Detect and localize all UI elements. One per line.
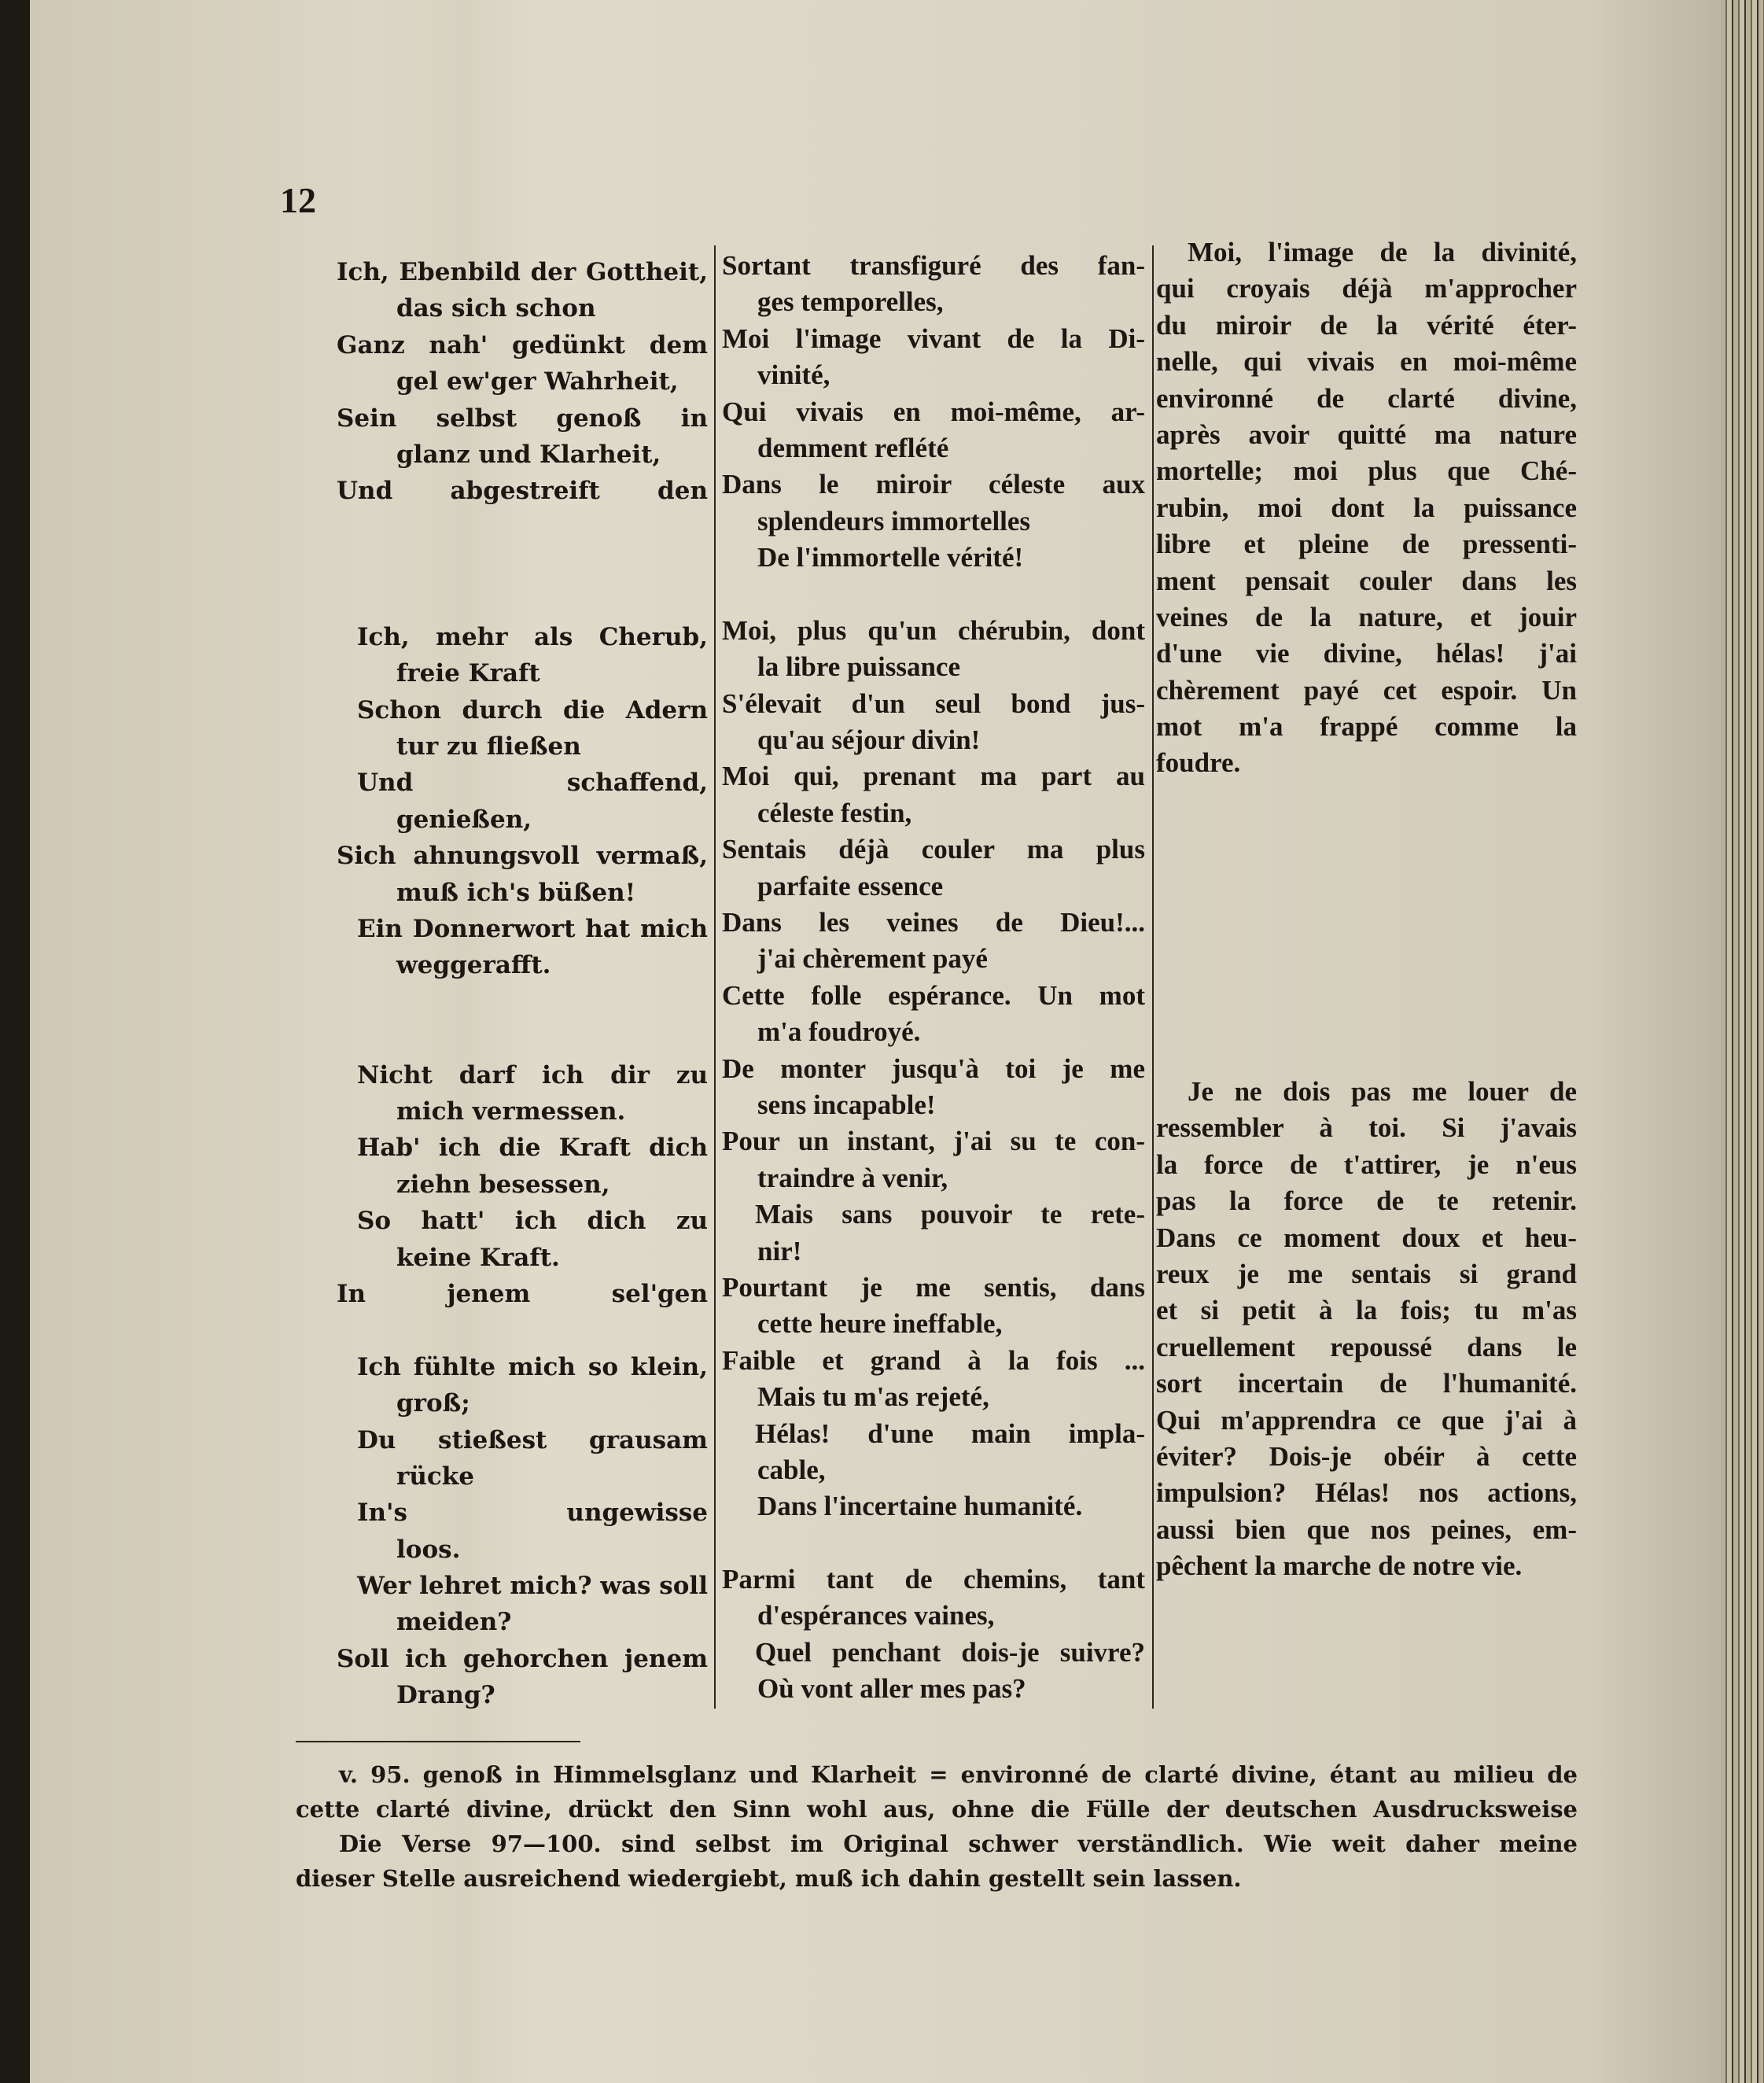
french-verse-line [722, 831, 1145, 868]
prose-line [1156, 563, 1577, 599]
line-text: Sich ahnungsvoll vermaß, [337, 842, 708, 871]
line-text: mortelle; moi plus que Ché- [1156, 455, 1577, 487]
line-text: d'espérances vaines, [757, 1600, 995, 1631]
line-text: du miroir de la vérité éter- [1156, 309, 1577, 341]
line-text: De monter jusqu'à toi je me [722, 1053, 1145, 1084]
blank-line [337, 546, 708, 582]
prose-line [1156, 1329, 1577, 1366]
footnote-rule [296, 1741, 580, 1742]
line-text: Dans ce moment doux et heu- [1156, 1222, 1577, 1253]
line-text: muß ich's büßen! [396, 878, 636, 907]
french-verse-line [722, 321, 1145, 357]
prose-line [1156, 1475, 1577, 1511]
german-verse-line [337, 1532, 708, 1568]
line-text: In jenem sel'gen [337, 1279, 708, 1308]
line-text: Cette folle espérance. Un mot [722, 979, 1145, 1011]
prose-line [1156, 526, 1577, 562]
prose-line [1156, 1512, 1577, 1548]
line-text: De l'immortelle vérité! [757, 542, 1024, 573]
line-text: dieser Stelle ausreichend wiedergiebt, muß ich dahin gestellt sein lassen. [296, 1865, 1242, 1892]
german-verse-line [337, 1568, 708, 1604]
prose-line [1156, 1183, 1577, 1219]
german-verse-line [337, 619, 708, 655]
line-text: d'une vie divine, hélas! j'ai [1156, 638, 1577, 669]
french-verse-line [722, 284, 1145, 320]
prose-line [1156, 636, 1577, 672]
prose-line [1156, 1110, 1577, 1146]
german-verse-line [337, 254, 708, 290]
blank-line [1156, 927, 1577, 964]
line-text: Sein selbst genoß in [337, 404, 708, 433]
line-text: Schon durch die Adern [357, 695, 708, 724]
line-text: glanz und Klarheit, [396, 440, 661, 469]
french-verse-line [722, 357, 1145, 393]
prose-line [1156, 1220, 1577, 1256]
line-text: So hatt' ich dich zu [357, 1207, 708, 1236]
french-verse-line [722, 722, 1145, 758]
french-verse-line [722, 430, 1145, 466]
prose-line [1156, 1074, 1577, 1110]
line-text: Où vont aller mes pas? [757, 1673, 1026, 1705]
line-text: gel ew'ger Wahrheit, [396, 367, 679, 396]
prose-line [1156, 344, 1577, 380]
german-verse-column [337, 254, 708, 1714]
line-text: Die Verse 97—100. sind selbst im Original schwer verständlich. Wie weit daher meine [339, 1830, 1578, 1857]
line-text: ziehn besessen, [396, 1170, 610, 1199]
line-text: ressembler à toi. Si j'avais [1156, 1112, 1577, 1144]
german-verse-line [337, 875, 708, 911]
french-verse-line [722, 1635, 1145, 1671]
blank-line [722, 1525, 1145, 1561]
french-verse-line [722, 1270, 1145, 1306]
french-verse-line [722, 1379, 1145, 1415]
line-text: keine Kraft. [396, 1243, 560, 1272]
line-text: foudre. [1156, 747, 1241, 779]
line-text: la force de t'attirer, je n'eus [1156, 1148, 1577, 1180]
column-divider [714, 245, 716, 1709]
french-verse-line [722, 795, 1145, 831]
line-text: j'ai chèrement payé [757, 943, 988, 975]
blank-line [1156, 818, 1577, 854]
line-text: Und schaffend, [357, 769, 708, 798]
prose-line [1156, 381, 1577, 417]
line-text: et si petit à la fois; tu m'as [1156, 1295, 1577, 1326]
prose-line [1156, 1256, 1577, 1292]
line-text: éviter? Dois-je obéir à cette [1156, 1440, 1577, 1472]
line-text: Parmi tant de chemins, tant [722, 1564, 1145, 1595]
line-text: mot m'a frappé comme la [1156, 711, 1577, 743]
french-verse-line [722, 1014, 1145, 1050]
german-verse-line [337, 1240, 708, 1276]
blank-line [337, 1312, 708, 1348]
page-number: 12 [280, 180, 316, 220]
french-verse-line [722, 1561, 1145, 1598]
blank-line [1156, 964, 1577, 1001]
line-text: ment pensait couler dans les [1156, 565, 1577, 596]
line-text: mich vermessen. [396, 1097, 626, 1126]
line-text: parfaite essence [757, 870, 944, 901]
prose-line [1156, 234, 1577, 271]
line-text: Ich, mehr als Cherub, [357, 622, 708, 651]
blank-line [337, 510, 708, 546]
prose-line [1156, 1403, 1577, 1439]
prose-line [1156, 1439, 1577, 1475]
german-verse-line [337, 437, 708, 473]
line-text: Ich, Ebenbild der Gottheit, [337, 258, 708, 286]
line-text: rubin, moi dont la puissance [1156, 492, 1577, 523]
prose-line [1156, 453, 1577, 489]
line-text: ges temporelles, [757, 286, 944, 318]
line-text: Moi l'image vivant de la Di- [722, 323, 1145, 354]
french-verse-line [722, 1196, 1145, 1233]
book-page [30, 0, 1721, 2083]
line-text: Moi, l'image de la divinité, [1188, 237, 1577, 267]
line-text: nelle, qui vivais en moi-même [1156, 346, 1577, 378]
line-text: Ganz nah' gedünkt dem [337, 330, 708, 359]
line-text: Moi qui, prenant ma part au [722, 761, 1145, 792]
footnote-line [296, 1861, 1578, 1896]
german-verse-line [337, 1093, 708, 1130]
prose-line [1156, 709, 1577, 745]
line-text: Dans l'incertaine humanité. [757, 1491, 1083, 1522]
line-text: Drang? [396, 1681, 495, 1710]
german-verse-line [337, 327, 708, 363]
footnote-line [296, 1827, 1578, 1861]
line-text: pêchent la marche de notre vie. [1156, 1550, 1523, 1582]
prose-line [1156, 308, 1577, 344]
prose-line [1156, 490, 1577, 526]
line-text: das sich schon [396, 294, 596, 323]
line-text: la libre puissance [757, 651, 961, 683]
german-verse-line [337, 1057, 708, 1093]
prose-line [1156, 1147, 1577, 1183]
prose-line [1156, 1366, 1577, 1402]
line-text: impulsion? Hélas! nos actions, [1156, 1477, 1577, 1509]
german-verse-line [337, 1495, 708, 1531]
french-verse-line [722, 978, 1145, 1014]
line-text: Hélas! d'une main impla- [755, 1418, 1145, 1449]
german-verse-line [337, 838, 708, 874]
french-verse-line [722, 503, 1145, 540]
line-text: qu'au séjour divin! [757, 724, 981, 756]
german-verse-line [337, 1422, 708, 1458]
german-verse-line [337, 1203, 708, 1239]
german-verse-line [337, 1677, 708, 1713]
line-text: loos. [396, 1535, 461, 1564]
german-verse-line [337, 363, 708, 400]
line-text: Qui vivais en moi-même, ar- [722, 396, 1145, 427]
french-verse-line [722, 1488, 1145, 1524]
french-verse-line [722, 1452, 1145, 1488]
line-text: meiden? [396, 1608, 512, 1637]
line-text: traindre à venir, [757, 1162, 948, 1193]
german-verse-line [337, 692, 708, 728]
french-verse-line [722, 649, 1145, 685]
line-text: v. 95. genoß in Himmelsglanz und Klarheit = environné de clarté divine, étant au milieu de [339, 1761, 1578, 1788]
french-verse-line [722, 1598, 1145, 1634]
line-text: Ein Donnerwort hat mich [357, 915, 708, 944]
german-verse-line [337, 1349, 708, 1385]
line-text: Und abgestreift den [337, 477, 708, 506]
footnote-line [296, 1757, 1578, 1792]
line-text: nir! [757, 1235, 802, 1266]
french-prose-column [1156, 234, 1577, 1584]
french-verse-line [722, 540, 1145, 576]
line-text: cette heure ineffable, [757, 1308, 1003, 1340]
line-text: sort incertain de l'humanité. [1156, 1368, 1577, 1399]
footnote-line [296, 1792, 1578, 1827]
prose-line [1156, 1292, 1577, 1329]
line-text: reux je me sentais si grand [1156, 1258, 1577, 1289]
german-verse-line [337, 473, 708, 509]
line-text: genießen, [396, 805, 532, 834]
line-text: environné de clarté divine, [1156, 382, 1577, 414]
line-text: Quel penchant dois-je suivre? [755, 1636, 1145, 1668]
line-text: libre et pleine de pressenti- [1156, 529, 1577, 560]
blank-line [1156, 891, 1577, 927]
line-text: Dans le miroir céleste aux [722, 469, 1145, 500]
line-text: demment reflété [757, 432, 949, 463]
french-verse-line [722, 1671, 1145, 1707]
line-text: cable, [757, 1454, 826, 1485]
german-verse-line [337, 1276, 708, 1312]
french-verse-line [722, 394, 1145, 430]
french-verse-line [722, 1416, 1145, 1452]
blank-line [1156, 1038, 1577, 1074]
prose-line [1156, 1548, 1577, 1584]
german-verse-line [337, 1385, 708, 1421]
blank-line [1156, 1001, 1577, 1037]
line-text: Mais sans pouvoir te rete- [755, 1199, 1145, 1230]
blank-line [722, 577, 1145, 613]
line-text: chèrement payé cet espoir. Un [1156, 674, 1577, 706]
french-verse-line [722, 686, 1145, 722]
line-text: Dans les veines de Dieu!... [722, 907, 1145, 938]
french-verse-line [722, 613, 1145, 649]
prose-line [1156, 271, 1577, 307]
blank-line [337, 984, 708, 1020]
line-text: Sentais déjà couler ma plus [722, 834, 1145, 865]
line-text: après avoir quitté ma nature [1156, 418, 1577, 450]
line-text: cette clarté divine, drückt den Sinn wohl aus, ohne die Fülle der deutschen Ausdrucksweise [296, 1796, 1578, 1823]
line-text: splendeurs immortelles [757, 505, 1031, 536]
french-verse-line [722, 1343, 1145, 1379]
line-text: Je ne dois pas me louer de [1188, 1075, 1577, 1107]
german-verse-line [337, 1604, 708, 1640]
column-divider [1152, 245, 1154, 1709]
line-text: veines de la nature, et jouir [1156, 601, 1577, 632]
french-verse-line [722, 905, 1145, 941]
line-text: m'a foudroyé. [757, 1016, 921, 1048]
line-text: freie Kraft [396, 659, 540, 688]
line-text: Ich fühlte mich so klein, [357, 1352, 708, 1381]
line-text: In's ungewisse [357, 1499, 708, 1528]
line-text: cruellement repoussé dans le [1156, 1331, 1577, 1362]
french-verse-line [722, 1123, 1145, 1159]
german-verse-line [337, 947, 708, 983]
blank-line [1156, 855, 1577, 891]
line-text: aussi bien que nos peines, em- [1156, 1513, 1577, 1545]
line-text: céleste festin, [757, 797, 912, 828]
line-text: weggerafft. [396, 951, 551, 980]
blank-line [337, 1020, 708, 1056]
french-verse-column [722, 248, 1145, 1708]
line-text: Sortant transfiguré des fan- [722, 250, 1145, 281]
blank-line [1156, 782, 1577, 818]
line-text: Faible et grand à la fois ... [722, 1344, 1145, 1376]
line-text: Hab' ich die Kraft dich [357, 1134, 708, 1163]
french-verse-line [722, 758, 1145, 794]
line-text: qui croyais déjà m'approcher [1156, 273, 1577, 304]
line-text: Qui m'apprendra ce que j'ai à [1156, 1404, 1577, 1436]
line-text: Pourtant je me sentis, dans [722, 1271, 1145, 1303]
german-verse-line [337, 765, 708, 801]
german-verse-line [337, 1167, 708, 1203]
german-verse-line [337, 911, 708, 947]
german-verse-line [337, 728, 708, 765]
line-text: Nicht darf ich dir zu [357, 1060, 708, 1089]
prose-line [1156, 599, 1577, 636]
line-text: rücke [396, 1462, 474, 1491]
prose-line [1156, 673, 1577, 709]
german-verse-line [337, 1130, 708, 1166]
french-verse-line [722, 1051, 1145, 1087]
footnotes [296, 1757, 1578, 1896]
french-verse-line [722, 1160, 1145, 1196]
french-verse-line [722, 248, 1145, 284]
french-verse-line [722, 466, 1145, 503]
line-text: Pour un instant, j'ai su te con- [722, 1126, 1145, 1157]
page-stack-edge [1721, 0, 1764, 2083]
line-text: S'élevait d'un seul bond jus- [722, 688, 1145, 719]
german-verse-line [337, 1641, 708, 1677]
french-verse-line [722, 868, 1145, 905]
blank-line [337, 583, 708, 619]
line-text: Moi, plus qu'un chérubin, dont [722, 614, 1145, 646]
line-text: groß; [396, 1389, 470, 1418]
line-text: Wer lehret mich? was soll [357, 1572, 708, 1601]
french-verse-line [722, 1306, 1145, 1342]
german-verse-line [337, 655, 708, 691]
german-verse-line [337, 802, 708, 838]
german-verse-line [337, 1458, 708, 1495]
line-text: sens incapable! [757, 1089, 936, 1120]
german-verse-line [337, 290, 708, 326]
prose-line [1156, 745, 1577, 781]
line-text: tur zu fließen [396, 732, 581, 761]
line-text: Mais tu m'as rejeté, [757, 1381, 989, 1413]
line-text: Soll ich gehorchen jenem [337, 1644, 708, 1673]
line-text: Du stießest grausam [357, 1425, 708, 1454]
french-verse-line [722, 1233, 1145, 1270]
line-text: vinité, [757, 359, 830, 391]
french-verse-line [722, 1087, 1145, 1123]
german-verse-line [337, 400, 708, 437]
french-verse-line [722, 941, 1145, 977]
line-text: pas la force de te retenir. [1156, 1185, 1577, 1217]
prose-line [1156, 417, 1577, 453]
